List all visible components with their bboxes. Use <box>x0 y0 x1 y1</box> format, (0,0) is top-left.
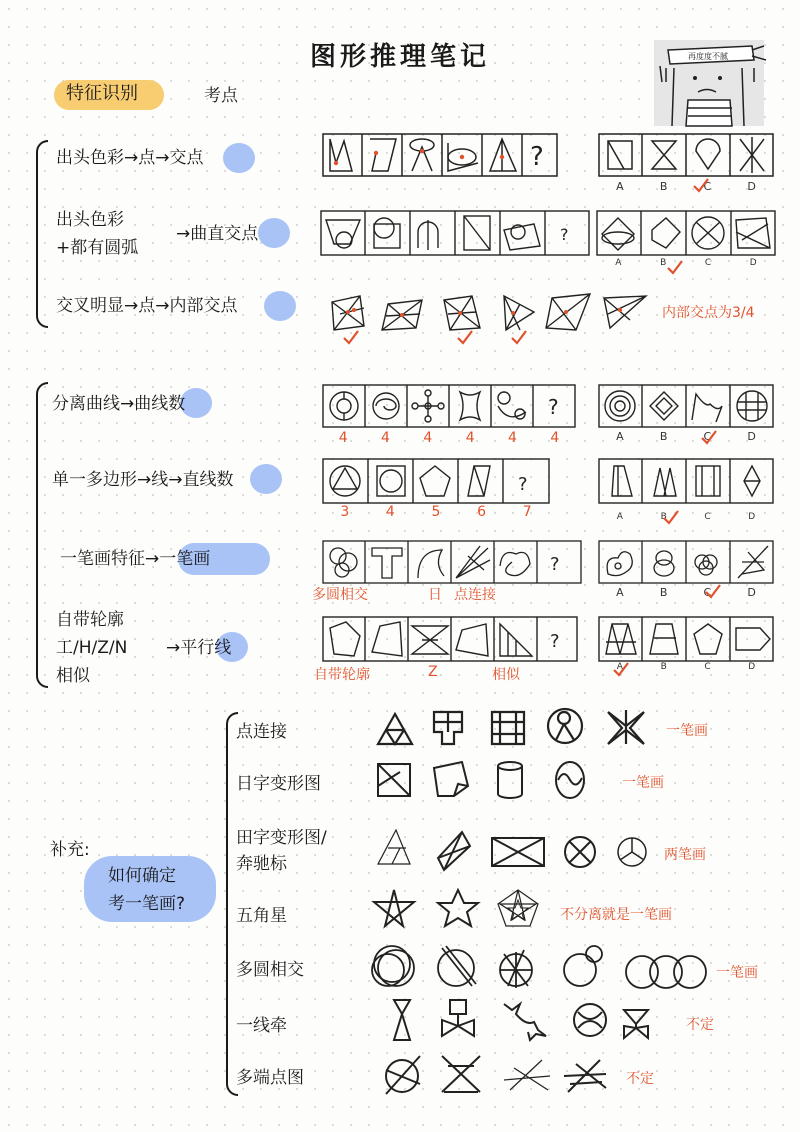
row-arrow-label: →曲直交点 <box>176 224 259 244</box>
supplement-row-label-line2: 奔驰标 <box>236 854 287 874</box>
answer-options-row <box>598 384 774 428</box>
answer-options-row <box>598 616 774 662</box>
badge-text: 特征识别 <box>66 83 138 104</box>
option-c: C <box>703 180 712 193</box>
question-mark: ? <box>560 225 569 244</box>
supplement-note: 一笔画 <box>622 775 664 791</box>
supplement-row-label: 一线牵 <box>236 1016 287 1036</box>
row-label: 出头色彩→点→交点 <box>56 148 204 168</box>
count-label: 4 <box>423 430 433 446</box>
checkmark-icon <box>704 582 722 604</box>
row-label-line1: 自带轮廓 <box>56 610 124 630</box>
question-figure-row <box>320 290 650 336</box>
row-highlight <box>250 464 282 494</box>
annotation-note: Z <box>428 664 438 680</box>
annotation-note: 自带轮廓 <box>314 667 370 683</box>
supplement-row-label: 多端点图 <box>236 1068 304 1088</box>
option-a: A <box>616 662 623 672</box>
row-highlight <box>264 291 296 321</box>
answer-options-row <box>596 210 776 256</box>
supplement-note: 不定 <box>626 1071 654 1087</box>
option-a: A <box>616 586 624 599</box>
answer-options-row <box>598 540 774 584</box>
count-label: 7 <box>522 504 532 520</box>
checkmark-icon <box>612 660 630 682</box>
supplement-row-label-line1: 田字变形图/ <box>236 828 327 848</box>
question-mark: ? <box>550 631 560 652</box>
row-label: 交叉明显→点→内部交点 <box>56 296 238 316</box>
option-labels <box>596 258 776 268</box>
annotation-note: 内部交点为3/4 <box>662 305 755 321</box>
bubble-line1: 如何确定 <box>108 866 176 886</box>
option-a: A <box>616 180 624 193</box>
row-label-line2: +都有圆弧 <box>56 238 139 258</box>
count-label: 4 <box>465 430 475 446</box>
example-figures <box>370 824 660 874</box>
option-c: C <box>704 662 711 672</box>
option-labels <box>598 586 774 599</box>
option-b: B <box>660 512 667 522</box>
question-figure-row <box>322 458 550 504</box>
mascot-band-text: 再度度不腻 <box>688 52 728 61</box>
option-labels <box>598 512 774 522</box>
count-label: 4 <box>508 430 517 446</box>
count-label: 6 <box>477 504 487 520</box>
option-labels <box>598 430 774 443</box>
row-label: 一笔画特征→一笔画 <box>60 549 211 569</box>
option-d: D <box>747 586 756 599</box>
annotation-note: 相似 <box>492 667 520 683</box>
question-figure-row <box>322 616 578 662</box>
question-mark: ? <box>518 474 528 495</box>
row-highlight <box>223 143 255 173</box>
option-d: D <box>748 512 756 522</box>
count-label: 4 <box>550 430 560 446</box>
option-c: C <box>704 512 711 522</box>
row-highlight <box>258 218 290 248</box>
page-title: 图形推理笔记 <box>309 42 490 72</box>
row-label-line3: 相似 <box>56 666 90 686</box>
option-b: B <box>659 586 668 599</box>
annotation-note: 日 <box>428 587 442 603</box>
row-label: 分离曲线→曲线数 <box>52 394 186 414</box>
checkmark-icon <box>510 328 528 350</box>
option-c: C <box>703 586 712 599</box>
count-label: 4 <box>338 430 348 446</box>
supplement-note: 一笔画 <box>666 723 708 739</box>
option-c: C <box>703 430 712 443</box>
example-figures <box>368 940 708 996</box>
checkmark-icon <box>666 258 684 280</box>
option-labels <box>598 180 774 193</box>
example-figures <box>380 1050 620 1098</box>
count-label: 4 <box>385 504 395 520</box>
question-figure-row <box>322 133 558 177</box>
example-figures <box>370 704 670 750</box>
answer-options-row <box>598 133 774 177</box>
supplement-note: 不定 <box>686 1017 714 1033</box>
group1-brace <box>36 140 48 328</box>
example-figures <box>380 996 680 1044</box>
group2-brace <box>36 382 48 688</box>
option-b: B <box>660 258 667 268</box>
question-mark: ? <box>550 554 560 575</box>
question-figure-row <box>322 540 582 584</box>
supplement-note: 两笔画 <box>664 847 706 863</box>
option-a: A <box>616 512 623 522</box>
row-label-line1: 出头色彩 <box>56 210 124 230</box>
count-label: 4 <box>381 430 390 446</box>
option-b: B <box>659 180 668 193</box>
supplement-row-label: 日字变形图 <box>236 774 321 794</box>
option-d: D <box>747 430 756 443</box>
count-label: 5 <box>431 504 441 520</box>
option-a: A <box>615 258 622 268</box>
checkmark-icon <box>342 328 360 350</box>
checkmark-icon <box>692 176 710 198</box>
count-label: 3 <box>340 504 350 520</box>
example-figures <box>370 756 610 802</box>
option-d: D <box>747 180 756 193</box>
count-labels <box>322 504 550 520</box>
checkmark-icon <box>700 428 718 450</box>
bubble-line2: 考一笔画? <box>108 894 186 914</box>
supplement-label: 补充: <box>50 840 90 860</box>
question-figure-row <box>322 384 576 428</box>
option-c: C <box>704 258 712 268</box>
supplement-row-label: 点连接 <box>236 722 287 742</box>
row-label: 单一多边形→线→直线数 <box>52 470 234 490</box>
question-mark: ? <box>548 395 559 419</box>
supplement-note: 不分离就是一笔画 <box>560 907 672 923</box>
supplement-row-label: 多圆相交 <box>236 960 304 980</box>
supplement-row-label: 五角星 <box>236 906 287 926</box>
supplement-note: 一笔画 <box>716 965 758 981</box>
option-d: D <box>748 662 756 672</box>
example-figures <box>370 886 550 932</box>
annotation-note: 多圆相交 <box>312 587 368 603</box>
option-b: B <box>660 662 667 672</box>
mascot-illustration <box>650 38 768 134</box>
question-figure-row <box>320 210 590 256</box>
answer-options-row <box>598 458 774 504</box>
question-mark: ? <box>530 142 544 172</box>
checkmark-icon <box>662 508 680 530</box>
option-a: A <box>616 430 624 443</box>
row-label-line2: 工/H/Z/N <box>56 638 128 658</box>
count-labels <box>322 430 576 446</box>
subtitle: 考点 <box>204 86 238 106</box>
checkmark-icon <box>456 328 474 350</box>
option-d: D <box>749 258 757 268</box>
option-b: B <box>659 430 668 443</box>
annotation-note: 点连接 <box>454 587 496 603</box>
row-arrow-label: →平行线 <box>166 638 232 658</box>
